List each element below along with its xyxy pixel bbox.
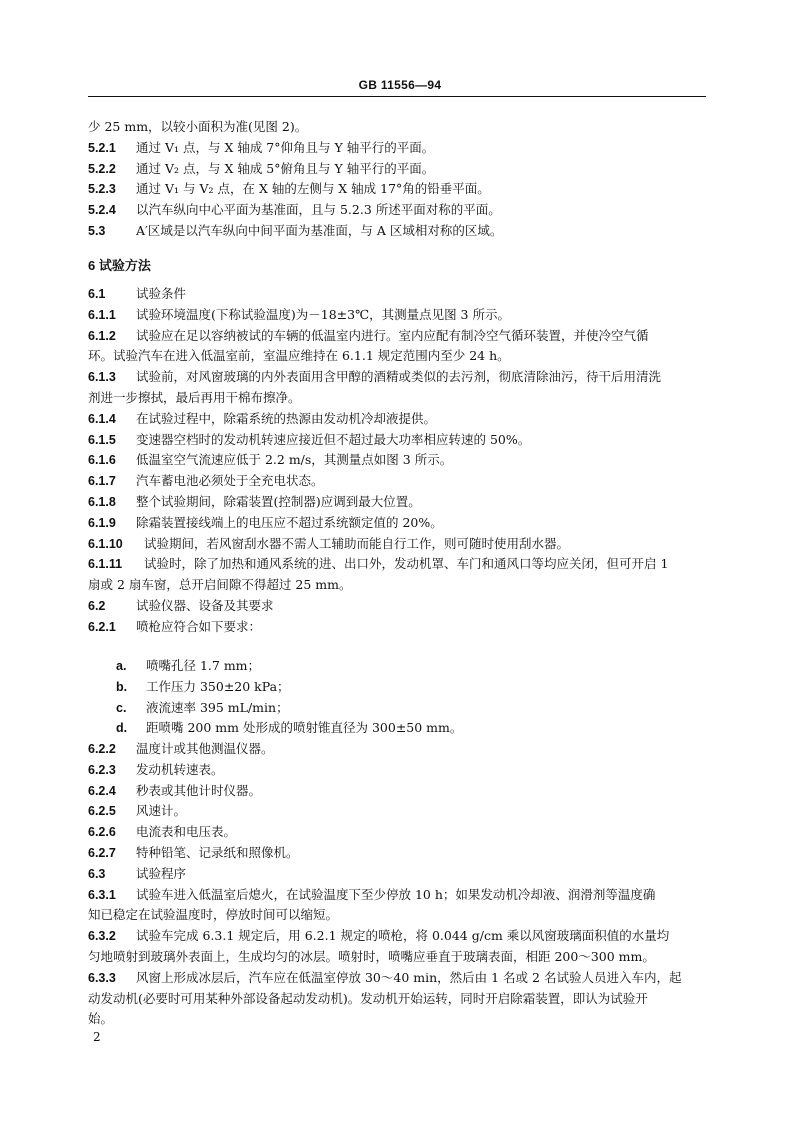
clause-number: 5.3 (88, 224, 106, 238)
clause-number: 6.2.2 (88, 742, 116, 756)
clause-text: 温度计或其他测温仪器。 (136, 741, 274, 756)
clause-text: 扇或 2 扇车窗，总开启间隙不得超过 25 mm。 (88, 577, 352, 593)
clause-text: 特种铅笔、记录纸和照像机。 (136, 845, 299, 860)
text-line (88, 284, 186, 304)
list-item (116, 698, 289, 718)
clause-number: 5.2.1 (88, 140, 116, 155)
text-line (88, 617, 261, 637)
text-line (88, 388, 301, 408)
clause-number: 6.1.6 (88, 453, 116, 468)
clause-number: 6.2.5 (88, 804, 116, 819)
text-line (88, 760, 224, 780)
clause-number: 5.2.4 (88, 203, 116, 218)
clause-text: 电流表和电压表。 (136, 824, 237, 840)
clause-text: 试验条件 (136, 286, 187, 301)
clause-text: 试验应在足以容纳被试的车辆的低温室内进行。室内应配有制冷空气循环装置，并使冷空气循 (136, 327, 649, 343)
clause-text: 秒表或其他计时仪器。 (136, 782, 262, 798)
clause-text: 通过 V₁ 与 V₂ 点，在 X 轴的左侧与 X 轴成 17°角的铅垂平面。 (136, 181, 490, 197)
clause-text: 匀地喷射到玻璃外表面上，生成均匀的冰层。喷射时，喷嘴应垂直于玻璃表面，相距 200～300 mm。 (88, 949, 655, 964)
list-item (116, 718, 462, 738)
clause-text: 试验时，除了加热和通风系统的进、出口外，发动机罩、车门和通风口等均应关闭，但可开启 1 (144, 556, 669, 572)
text-line (88, 430, 530, 450)
clause-number: 6.2.7 (88, 846, 116, 860)
text-line (88, 926, 669, 946)
clause-number: 6.2 (88, 599, 106, 613)
text-line (88, 801, 186, 821)
text-line (88, 138, 434, 158)
text-line (88, 534, 569, 554)
text-line (88, 968, 681, 988)
list-item-text: 液流速率 395 mL/min； (146, 699, 289, 715)
text-line (88, 885, 655, 905)
clause-text: 以汽车纵向中心平面为基准面，且与 5.2.3 所述平面对称的平面。 (136, 202, 501, 218)
text-line (88, 117, 307, 137)
text-line (88, 159, 434, 179)
clause-text: 试验仪器、设备及其要求 (136, 598, 274, 613)
clause-number: 6.1.5 (88, 432, 116, 447)
clause-text: 少 25 mm，以较小面积为准(见图 2)。 (88, 119, 308, 134)
clause-number: 6.1.11 (88, 557, 123, 572)
clause-number: 5.2.3 (88, 182, 116, 197)
list-item (116, 656, 260, 676)
clause-text: 试验期间，若风窗刮水器不需人工辅助而能自行工作，则可随时使用刮水器。 (144, 535, 570, 551)
clause-text: 变速器空档时的发动机转速应接近但不超过最大功率相应转速的 50%。 (136, 431, 531, 447)
list-item (116, 677, 290, 697)
text-line (88, 1009, 113, 1029)
section-6-heading: 6 试验方法 (88, 258, 151, 273)
clause-text: 环。试验汽车在进入低温室前，室温应维持在 6.1.1 规定范围内至少 24 h。 (88, 348, 510, 364)
text-line (88, 575, 351, 595)
clause-text: 通过 V₁ 点，与 X 轴成 7°仰角且与 Y 轴平行的平面。 (136, 139, 435, 155)
text-line (88, 471, 324, 491)
list-item-text: 喷嘴孔径 1.7 mm； (146, 658, 261, 673)
clause-number: 6.2.1 (88, 619, 116, 634)
clause-number: 6.1.3 (88, 370, 116, 385)
text-line (88, 843, 299, 863)
clause-text: 试验车完成 6.3.1 规定后，用 6.2.1 规定的喷枪，将 0.044 g/cm 乘以风窗玻璃面积值的水量均 (136, 928, 670, 944)
text-line (88, 200, 501, 220)
clause-number: 6.1.1 (88, 307, 116, 322)
text-line (88, 492, 421, 512)
clause-text: 除霜装置接线端上的电压应不超过系统额定值的 20%。 (136, 514, 443, 530)
clause-text: 发动机转速表。 (136, 761, 224, 777)
clause-number: 6.2.3 (88, 762, 116, 777)
text-line (88, 513, 443, 533)
clause-text: 风速计。 (136, 803, 187, 819)
text-line (88, 326, 649, 346)
text-line (88, 596, 274, 616)
list-item-label: a. (116, 659, 127, 673)
clause-text: 动发动机(必要时可用某种外部设备起动发动机)。发动机开始运转，同时开启除霜装置，即认为试验开 (88, 990, 648, 1006)
text-line (88, 554, 668, 574)
clause-text: 试验前，对风窗玻璃的内外表面用含甲醇的酒精或类似的去污剂，彻底清除油污，待干后用清洗 (136, 369, 662, 385)
text-line (88, 367, 661, 387)
text-line (88, 781, 261, 801)
clause-text: 剂进一步擦拭，最后再用干棉布擦净。 (88, 390, 301, 405)
clause-text: 通过 V₂ 点，与 X 轴成 5°俯角且与 Y 轴平行的平面。 (136, 160, 435, 176)
text-line (88, 305, 510, 325)
text-line (88, 989, 648, 1009)
clause-text: 风窗上形成冰层后，汽车应在低温室停放 30～40 min，然后由 1 名或 2 名试验人员进入车内，起 (136, 969, 682, 985)
clause-number: 6.3.1 (88, 887, 116, 902)
clause-text: 低温室空气流速应低于 2.2 m/s，其测量点如图 3 所示。 (136, 452, 453, 468)
text-line (88, 346, 510, 366)
clause-number: 6.2.6 (88, 825, 116, 840)
page-header: GB 11556—94 (358, 78, 442, 92)
clause-number: 6.1.10 (88, 536, 123, 551)
list-item-text: 工作压力 350±20 kPa； (146, 678, 290, 694)
text-line (88, 947, 655, 967)
clause-text: 试验环境温度(下称试验温度)为－18±3℃，其测量点见图 3 所示。 (136, 306, 510, 322)
list-item-text: 距喷嘴 200 mm 处形成的喷射锥直径为 300±50 mm。 (146, 720, 463, 736)
text-line (88, 864, 186, 884)
clause-number: 5.2.2 (88, 161, 116, 176)
clause-text: 试验车进入低温室后熄火，在试验温度下至少停放 10 h；如果发动机冷却液、润滑剂等温度确 (136, 886, 656, 902)
clause-number: 6.1 (88, 287, 106, 301)
clause-number: 6.1.2 (88, 328, 116, 343)
page-number: 2 (93, 1030, 101, 1044)
clause-text: 汽车蓄电池必须处于全充电状态。 (136, 473, 324, 489)
text-line (88, 450, 452, 470)
text-line (88, 822, 236, 842)
clause-number: 6.1.8 (88, 495, 116, 509)
clause-text: 喷枪应符合如下要求： (136, 618, 262, 634)
text-line (88, 739, 274, 759)
list-item-label: c. (116, 700, 127, 715)
clause-number: 6.2.4 (88, 783, 116, 798)
text-line (88, 179, 490, 199)
clause-number: 6.3 (88, 866, 106, 881)
clause-text: 知已稳定在试验温度时，停放时间可以缩短。 (88, 907, 339, 923)
clause-text: 在试验过程中，除霜系统的热源由发动机冷却液提供。 (136, 410, 437, 426)
clause-text: 始。 (88, 1011, 114, 1027)
clause-number: 6.1.4 (88, 411, 116, 426)
list-item-label: d. (116, 721, 128, 736)
text-line (88, 905, 338, 925)
clause-text: 整个试验期间，除霜装置(控制器)应调到最大位置。 (136, 494, 421, 509)
clause-number: 6.1.9 (88, 515, 116, 530)
clause-number: 6.1.7 (88, 474, 116, 489)
text-line (88, 409, 436, 429)
clause-number: 6.3.2 (88, 929, 116, 944)
clause-text: A′区域是以汽车纵向中间平面为基准面，与 A 区域相对称的区域。 (136, 223, 503, 238)
clause-number: 6.3.3 (88, 970, 116, 985)
header-rule (88, 96, 706, 97)
clause-text: 试验程序 (136, 865, 187, 881)
list-item-label: b. (116, 679, 128, 694)
text-line (88, 221, 502, 241)
